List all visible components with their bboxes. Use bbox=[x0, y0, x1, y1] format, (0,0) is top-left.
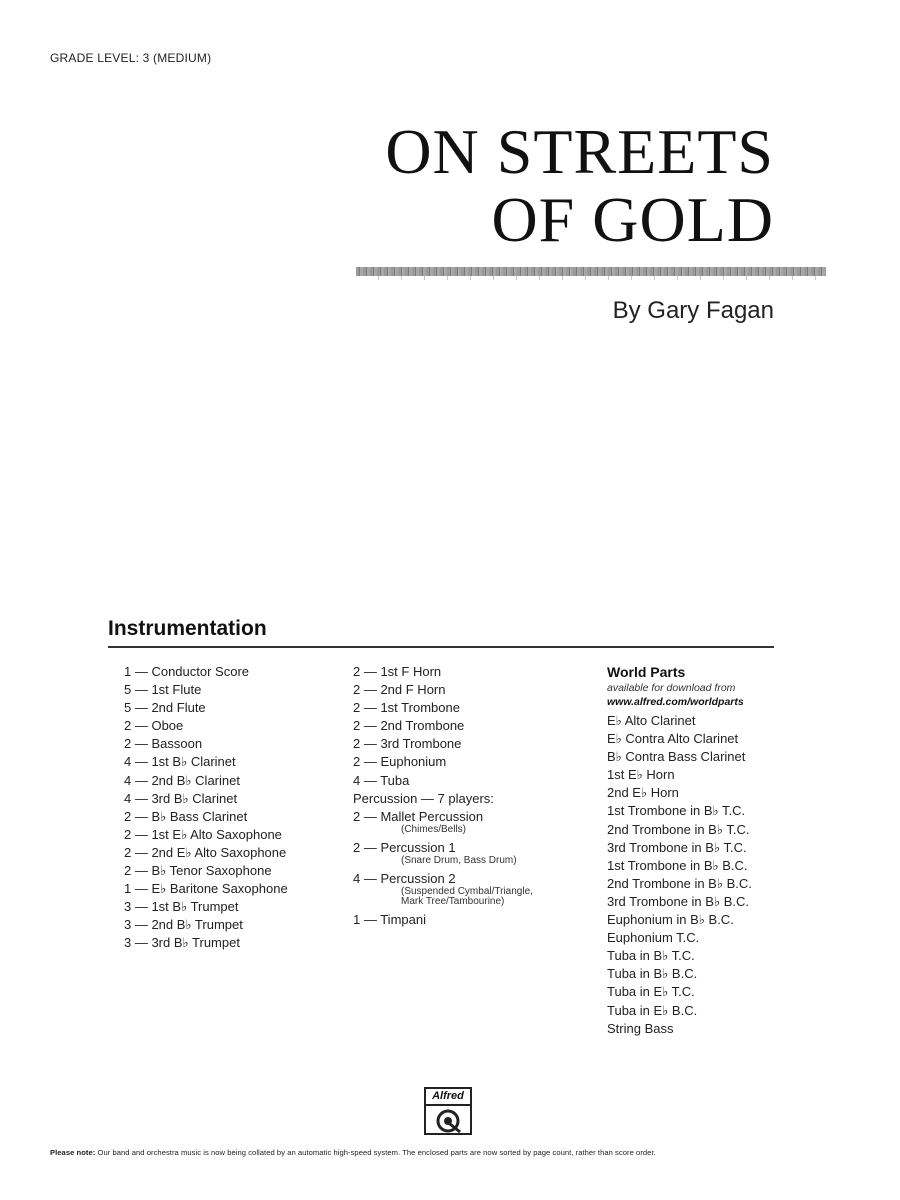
list-item: 4 — Percussion 2 bbox=[353, 870, 456, 886]
list-item: 4 — Tuba bbox=[353, 772, 410, 788]
list-item: 2 — 2nd F Horn bbox=[353, 682, 446, 698]
list-item: 5 — 1st Flute bbox=[124, 682, 202, 698]
instrumentation-column-2 bbox=[353, 663, 533, 929]
list-item: Tuba in B♭ T.C. bbox=[607, 948, 695, 964]
list-item: 1st Trombone in B♭ T.C. bbox=[607, 803, 746, 819]
piece-title bbox=[385, 118, 774, 254]
world-parts-note: available for download from bbox=[607, 682, 736, 694]
list-item: 3 — 3rd B♭ Trumpet bbox=[124, 935, 240, 951]
alfred-logo bbox=[424, 1087, 472, 1135]
instrumentation-column-1 bbox=[124, 663, 288, 953]
list-item: 2 — B♭ Tenor Saxophone bbox=[124, 863, 272, 879]
instrument-note: (Chimes/Bells) bbox=[401, 823, 467, 835]
list-item: E♭ Contra Alto Clarinet bbox=[607, 731, 739, 747]
list-item: 4 — 2nd B♭ Clarinet bbox=[124, 772, 240, 788]
list-item: 2 — 1st F Horn bbox=[353, 664, 442, 679]
list-item: 5 — 2nd Flute bbox=[124, 700, 206, 716]
list-item: 2 — Percussion 1 bbox=[353, 839, 456, 855]
list-item: 2 — 2nd E♭ Alto Saxophone bbox=[124, 844, 287, 860]
list-item: 2nd Trombone in B♭ T.C. bbox=[607, 821, 750, 837]
instrumentation-heading: Instrumentation bbox=[108, 617, 267, 640]
list-item: 2 — Mallet Percussion bbox=[353, 808, 484, 824]
list-item: 2 — 1st E♭ Alto Saxophone bbox=[124, 826, 282, 842]
list-item: 1 — Timpani bbox=[353, 912, 426, 928]
composer-byline: By Gary Fagan bbox=[612, 297, 774, 324]
instrument-note: (Snare Drum, Bass Drum) bbox=[401, 854, 517, 866]
list-item: Euphonium in B♭ B.C. bbox=[607, 912, 734, 928]
logo-emblem-icon bbox=[431, 1108, 465, 1134]
logo-wordmark: Alfred bbox=[426, 1089, 470, 1106]
list-item: 3 — 2nd B♭ Trumpet bbox=[124, 917, 243, 933]
list-item: Tuba in E♭ B.C. bbox=[607, 1002, 698, 1018]
list-item: 2 — Euphonium bbox=[353, 754, 447, 770]
list-item: 3 — 1st B♭ Trumpet bbox=[124, 899, 239, 915]
list-item: 3rd Trombone in B♭ B.C. bbox=[607, 893, 749, 909]
list-item: 2nd E♭ Horn bbox=[607, 785, 679, 801]
list-item: 2 — 3rd Trombone bbox=[353, 736, 462, 752]
list-item: 2 — B♭ Bass Clarinet bbox=[124, 808, 248, 824]
list-item: 1st E♭ Horn bbox=[607, 767, 675, 783]
footer-label: Please note: bbox=[50, 1148, 96, 1157]
instrument-note: Mark Tree/Tambourine) bbox=[401, 896, 505, 908]
list-item: 1 — E♭ Baritone Saxophone bbox=[124, 881, 288, 897]
list-item: Euphonium T.C. bbox=[607, 930, 700, 946]
list-item: 2 — Bassoon bbox=[124, 736, 203, 752]
percussion-heading: Percussion — 7 players: bbox=[353, 790, 494, 806]
list-item: 1 — Conductor Score bbox=[124, 664, 250, 679]
list-item: 4 — 3rd B♭ Clarinet bbox=[124, 790, 238, 806]
title-divider bbox=[356, 267, 826, 276]
title-line-1: ON STREETS bbox=[385, 116, 774, 187]
world-parts-link[interactable]: www.alfred.com/worldparts bbox=[607, 696, 744, 708]
footer-note bbox=[50, 1148, 852, 1157]
list-item: 3rd Trombone in B♭ T.C. bbox=[607, 839, 747, 855]
list-item: 1st Trombone in B♭ B.C. bbox=[607, 857, 748, 873]
world-parts-title: World Parts bbox=[607, 664, 686, 680]
list-item: 4 — 1st B♭ Clarinet bbox=[124, 754, 236, 770]
instrument-note: (Suspended Cymbal/Triangle, bbox=[401, 886, 533, 898]
footer-text: Our band and orchestra music is now being collated by an automatic high-speed system. The enclosed parts are now sorted by page count, rather than score order. bbox=[97, 1148, 656, 1157]
list-item: 2 — Oboe bbox=[124, 718, 184, 734]
list-item: 2 — 1st Trombone bbox=[353, 700, 460, 716]
list-item: 2 — 2nd Trombone bbox=[353, 718, 465, 734]
world-parts-column bbox=[607, 663, 752, 1038]
list-item: E♭ Alto Clarinet bbox=[607, 713, 696, 728]
list-item: String Bass bbox=[607, 1020, 674, 1036]
instrumentation-divider bbox=[108, 646, 774, 648]
title-line-2: OF GOLD bbox=[491, 184, 774, 255]
list-item: B♭ Contra Bass Clarinet bbox=[607, 749, 746, 765]
grade-level: GRADE LEVEL: 3 (MEDIUM) bbox=[50, 51, 212, 65]
list-item: 2nd Trombone in B♭ B.C. bbox=[607, 875, 752, 891]
list-item: Tuba in B♭ B.C. bbox=[607, 966, 698, 982]
list-item: Tuba in E♭ T.C. bbox=[607, 984, 695, 1000]
